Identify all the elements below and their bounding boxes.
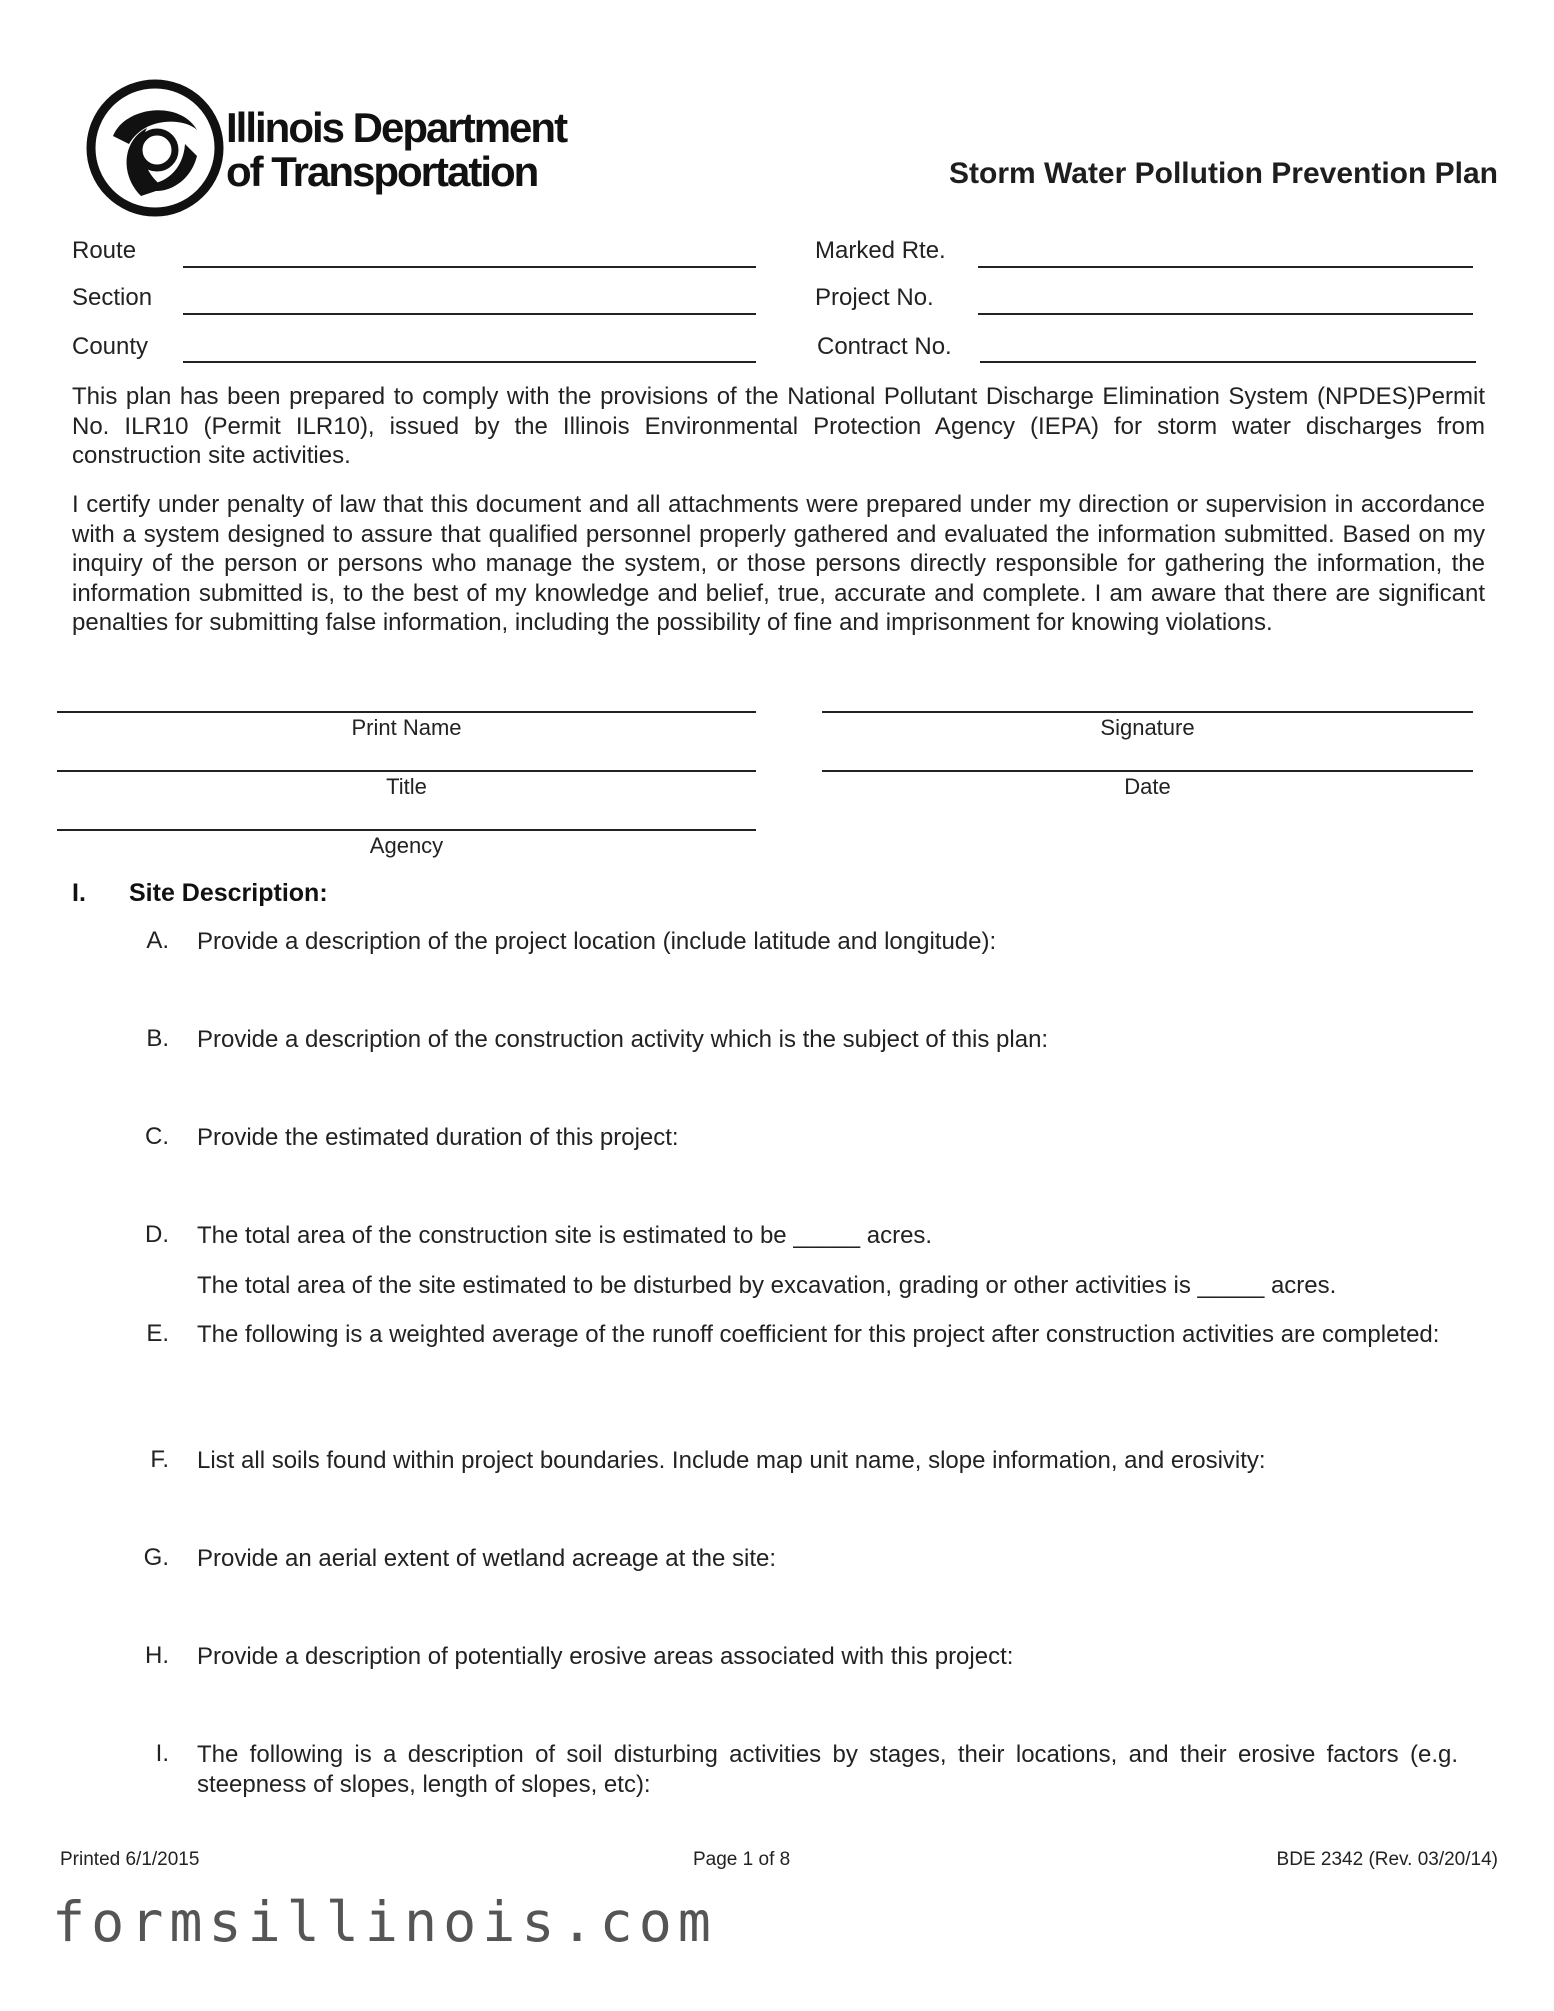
section-field[interactable] xyxy=(183,313,756,315)
item-letter: E. xyxy=(146,1320,169,1347)
page-number: Page 1 of 8 xyxy=(693,1849,791,1870)
county-field[interactable] xyxy=(183,361,756,363)
item-letter: A. xyxy=(146,927,169,954)
agency-label: Agency xyxy=(369,833,444,858)
title-line[interactable] xyxy=(57,770,756,772)
signature-line[interactable] xyxy=(822,711,1473,713)
item-letter: F. xyxy=(150,1446,169,1473)
item-soil-disturbing-text: The following is a description of soil disturbing activities by stages, their locations, and their erosive factors (e.g. steepness of slopes, length of slopes, etc): xyxy=(197,1741,1458,1798)
agency-line[interactable] xyxy=(57,829,756,831)
section-title: Site Description: xyxy=(129,879,328,907)
item-wetland-text: Provide an aerial extent of wetland acreage at the site: xyxy=(197,1545,777,1572)
document-title: Storm Water Pollution Prevention Plan xyxy=(949,157,1498,190)
contract-no-label: Contract No. xyxy=(817,333,952,360)
signature-label: Signature xyxy=(1100,715,1195,740)
agency-name xyxy=(226,106,566,194)
project-no-field[interactable] xyxy=(978,313,1473,315)
item-location-text: Provide a description of the project location (include latitude and longitude): xyxy=(197,928,997,955)
form-number: BDE 2342 (Rev. 03/20/14) xyxy=(1276,1849,1498,1870)
item-runoff-text: The following is a weighted average of the runoff coefficient for this project after construction activities are completed: xyxy=(197,1321,1440,1348)
section-number: I. xyxy=(72,879,86,907)
item-letter: D. xyxy=(145,1221,169,1248)
item-disturbed-area-text: The total area of the site estimated to be disturbed by excavation, grading or other activities is _____ acres. xyxy=(197,1272,1337,1299)
date-label: Date xyxy=(1124,774,1171,799)
item-erosive-areas-text: Provide a description of potentially erosive areas associated with this project: xyxy=(197,1643,1014,1670)
print-name-label: Print Name xyxy=(351,715,462,740)
date-line[interactable] xyxy=(822,770,1473,772)
item-letter: B. xyxy=(146,1025,169,1052)
contract-no-field[interactable] xyxy=(980,361,1476,363)
agency-name-line2: of Transportation xyxy=(226,148,538,195)
idot-logo-icon xyxy=(85,78,225,218)
item-letter: G. xyxy=(143,1544,169,1571)
item-letter: C. xyxy=(145,1123,169,1150)
project-no-label: Project No. xyxy=(815,284,934,311)
route-label: Route xyxy=(72,237,137,264)
site-watermark: formsillinois.com xyxy=(52,1890,717,1954)
item-letter: I. xyxy=(155,1740,169,1767)
title-label: Title xyxy=(386,774,427,799)
route-field[interactable] xyxy=(183,266,756,268)
section-label: Section xyxy=(72,284,153,311)
item-letter: H. xyxy=(145,1642,169,1669)
printed-date: Printed 6/1/2015 xyxy=(60,1849,200,1870)
item-duration-text: Provide the estimated duration of this project: xyxy=(197,1124,679,1151)
agency-name-line1: Illinois Department xyxy=(226,104,567,151)
item-site-area-text: The total area of the construction site is estimated to be _____ acres. xyxy=(197,1222,933,1249)
item-soils-text: List all soils found within project boundaries. Include map unit name, slope information, and erosivity: xyxy=(197,1447,1266,1474)
county-label: County xyxy=(72,333,149,360)
intro-paragraph: This plan has been prepared to comply with the provisions of the National Pollutant Discharge Elimination System (NPDES)Permit No. ILR10 (Permit ILR10), issued by the Illinois Environmental Protection Agency (IEPA) for storm water discharges from construction site activities. xyxy=(72,383,1485,469)
item-activity-text: Provide a description of the construction activity which is the subject of this plan: xyxy=(197,1026,1049,1053)
print-name-line[interactable] xyxy=(57,711,756,713)
marked-route-field[interactable] xyxy=(978,266,1473,268)
marked-route-label: Marked Rte. xyxy=(815,237,946,264)
certification-paragraph: I certify under penalty of law that this document and all attachments were prepared under my direction or supervision in accordance with a system designed to assure that qualified personnel properly gathered and evaluated the information submitted. Based on my inquiry of the person or persons who manage the system, or those persons directly responsible for gathering the information, the information submitted is, to the best of my knowledge and belief, true, accurate and complete. I am aware that there are significant penalties for submitting false information, including the possibility of fine and imprisonment for knowing violations. xyxy=(72,491,1485,636)
